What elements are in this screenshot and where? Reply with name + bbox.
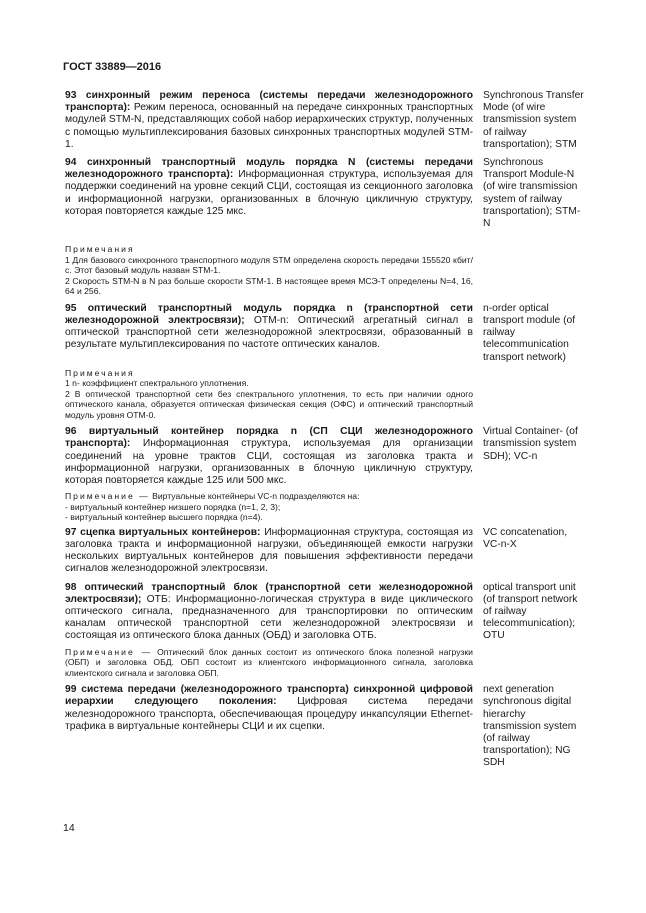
term-definition-ru bbox=[65, 582, 473, 643]
note-line: 1 Для базового синхронного транспортного модуля STM определена скорость передачи 155520 кбит/с. Этот базовый модуль назван STM-1. bbox=[65, 254, 473, 276]
note-heading: Примечания bbox=[65, 244, 135, 255]
terms-list bbox=[65, 90, 585, 774]
term-english-equivalent: next generation synchronous digital hierarchy transmission system (of railway transportation); NG SDH bbox=[483, 684, 577, 769]
term-definition-ru bbox=[65, 527, 473, 576]
term-body: Режим переноса, основанный на передаче синхронных транспортных модулей STM-N, представляющих собой набор иерархических структур, полученных с помощью мультиплексирования базовых синхронных транспортных модулей STM-1. bbox=[65, 102, 473, 150]
term-entry bbox=[65, 527, 585, 576]
note-block bbox=[65, 491, 473, 523]
term-definition-ru bbox=[65, 303, 473, 364]
note-first-line bbox=[65, 368, 473, 379]
note-line: 2 Скорость STM-N в N раз больше скорости STM-1. В настоящее время МСЭ-Т определены N=4, 16, 64 и 256. bbox=[65, 275, 473, 297]
term-title: 97 сцепка виртуальных контейнеров: bbox=[65, 526, 261, 538]
term-title: 93 синхронный режим переноса (системы передачи железнодорожного транспорта): bbox=[65, 90, 473, 114]
term-english-equivalent: Virtual Container- (of transmission system SDH); VC-n bbox=[483, 426, 578, 462]
term-body: Информационная структура, используемая для поддержки соединений на уровне секций СЦИ, состоящая из секционного заголовка и информационной нагрузки, организованных в блочную цикличную структуру, которая повторяется каждые 125 мкс. bbox=[65, 169, 473, 217]
note-line: 2 В оптической транспортной сети без спектрального уплотнения, то есть при наличии одного оптического канала, образуется оптическая физическая секция (ОФС) и оптический транспортный модуль уровня ОТМ-0. bbox=[65, 388, 473, 420]
term-body: Цифровая система передачи железнодорожного транспорта, обеспечивающая процедуру инкапсуляции Ethernet-трафика в виртуальные контейнеры СЦИ и их сцепки. bbox=[65, 696, 473, 732]
term-definition-ru bbox=[65, 90, 473, 151]
term-entry bbox=[65, 90, 585, 151]
term-definition-ru bbox=[65, 684, 473, 769]
note-line: - виртуальный контейнер высшего порядка (n=4). bbox=[65, 512, 263, 523]
term-title: 96 виртуальный контейнер порядка n (СП СЦИ железнодорожного транспорта): bbox=[65, 426, 473, 450]
note-block bbox=[65, 244, 473, 297]
term-english-equivalent: optical transport unit (of transport network of railway telecommunication); OTU bbox=[483, 581, 578, 642]
term-entry bbox=[65, 684, 585, 769]
term-english-equivalent: VC concatenation, VC-n-X bbox=[483, 526, 568, 550]
term-body: ОТБ: Информационно-логическая структура в виде циклического оптического сигнала, предназначенного для транспортировки по оптическим каналам оптической транспортной сети железнодорожной электросвязи и состоящая из оптического блока данных (ОБД) и заголовка ОТБ. bbox=[65, 593, 473, 642]
note-text: Виртуальные контейнеры VC-n подразделяются на: bbox=[149, 491, 360, 502]
note-text: Оптический блок данных состоит из оптического блока полезной нагрузки (ОБП) и заголовка ОБД. ОБП состоит из клиентского информационного сигнала, заголовка клиентского сигнала и заголовка ОБП. bbox=[65, 646, 473, 678]
note-heading: Примечания bbox=[65, 367, 135, 378]
term-entry bbox=[65, 157, 585, 230]
term-english-equivalent: Synchronous Transfer Mode (of wire transmission system of railway transportation); STM bbox=[483, 90, 584, 150]
term-body: Информационная структура, используемая для организации соединений на уровне трактов СЦИ, состоящая из заголовка тракта и информационной нагрузки, организованных в блочную цикличную структуру, которая повторяется каждые 125 или 500 мкс. bbox=[65, 438, 473, 487]
note-line: - виртуальный контейнер низшего порядка (n=1, 2, 3); bbox=[65, 501, 281, 512]
note-line: 1 n- коэффициент спектрального уплотнения. bbox=[65, 378, 249, 389]
note-block bbox=[65, 368, 473, 421]
term-entry bbox=[65, 303, 585, 364]
note-heading: Примечание — bbox=[65, 491, 150, 502]
note-heading: Примечание — bbox=[65, 646, 153, 657]
note-first-line bbox=[65, 647, 473, 679]
term-body: Информационная структура, состоящая из заголовка тракта и информационной нагрузки, объединяющей емкости нагрузки нескольких виртуальных контейнеров для повышения эффективности передачи сигналов железнодорожной электросвязи. bbox=[65, 526, 473, 575]
term-english-equivalent: n-order optical transport module (of railway telecommunication transport network) bbox=[483, 302, 576, 363]
page-header: ГОСТ 33889—2016 bbox=[63, 61, 162, 73]
term-title: 98 оптический транспортный блок (транспортной сети железнодорожной электросвязи); bbox=[65, 581, 473, 605]
note-block bbox=[65, 647, 473, 679]
term-body: ОТМ-n: Оптический агрегатный сигнал в оптической транспортной сети железнодорожной электросвязи, образованный в результате мультиплексирования по частоте оптических каналов. bbox=[65, 314, 473, 351]
page-number: 14 bbox=[63, 822, 75, 834]
note-first-line bbox=[65, 244, 473, 255]
term-title: 99 система передачи (железнодорожного транспорта) синхронной цифровой иерархии следующего поколения: bbox=[65, 684, 473, 708]
term-entry bbox=[65, 426, 585, 487]
term-english-equivalent: Synchronous Transport Module-N (of wire transmission system of railway transportation); STM-N bbox=[483, 157, 581, 230]
term-title: 94 синхронный транспортный модуль порядка N (системы передачи железнодорожного транспорта): bbox=[65, 157, 473, 181]
term-definition-ru bbox=[65, 426, 473, 487]
term-title: 95 оптический транспортный модуль порядка n (транспортной сети железнодорожной электросвязи); bbox=[65, 302, 473, 326]
term-definition-ru bbox=[65, 157, 473, 230]
term-entry bbox=[65, 582, 585, 643]
note-first-line bbox=[65, 491, 473, 502]
